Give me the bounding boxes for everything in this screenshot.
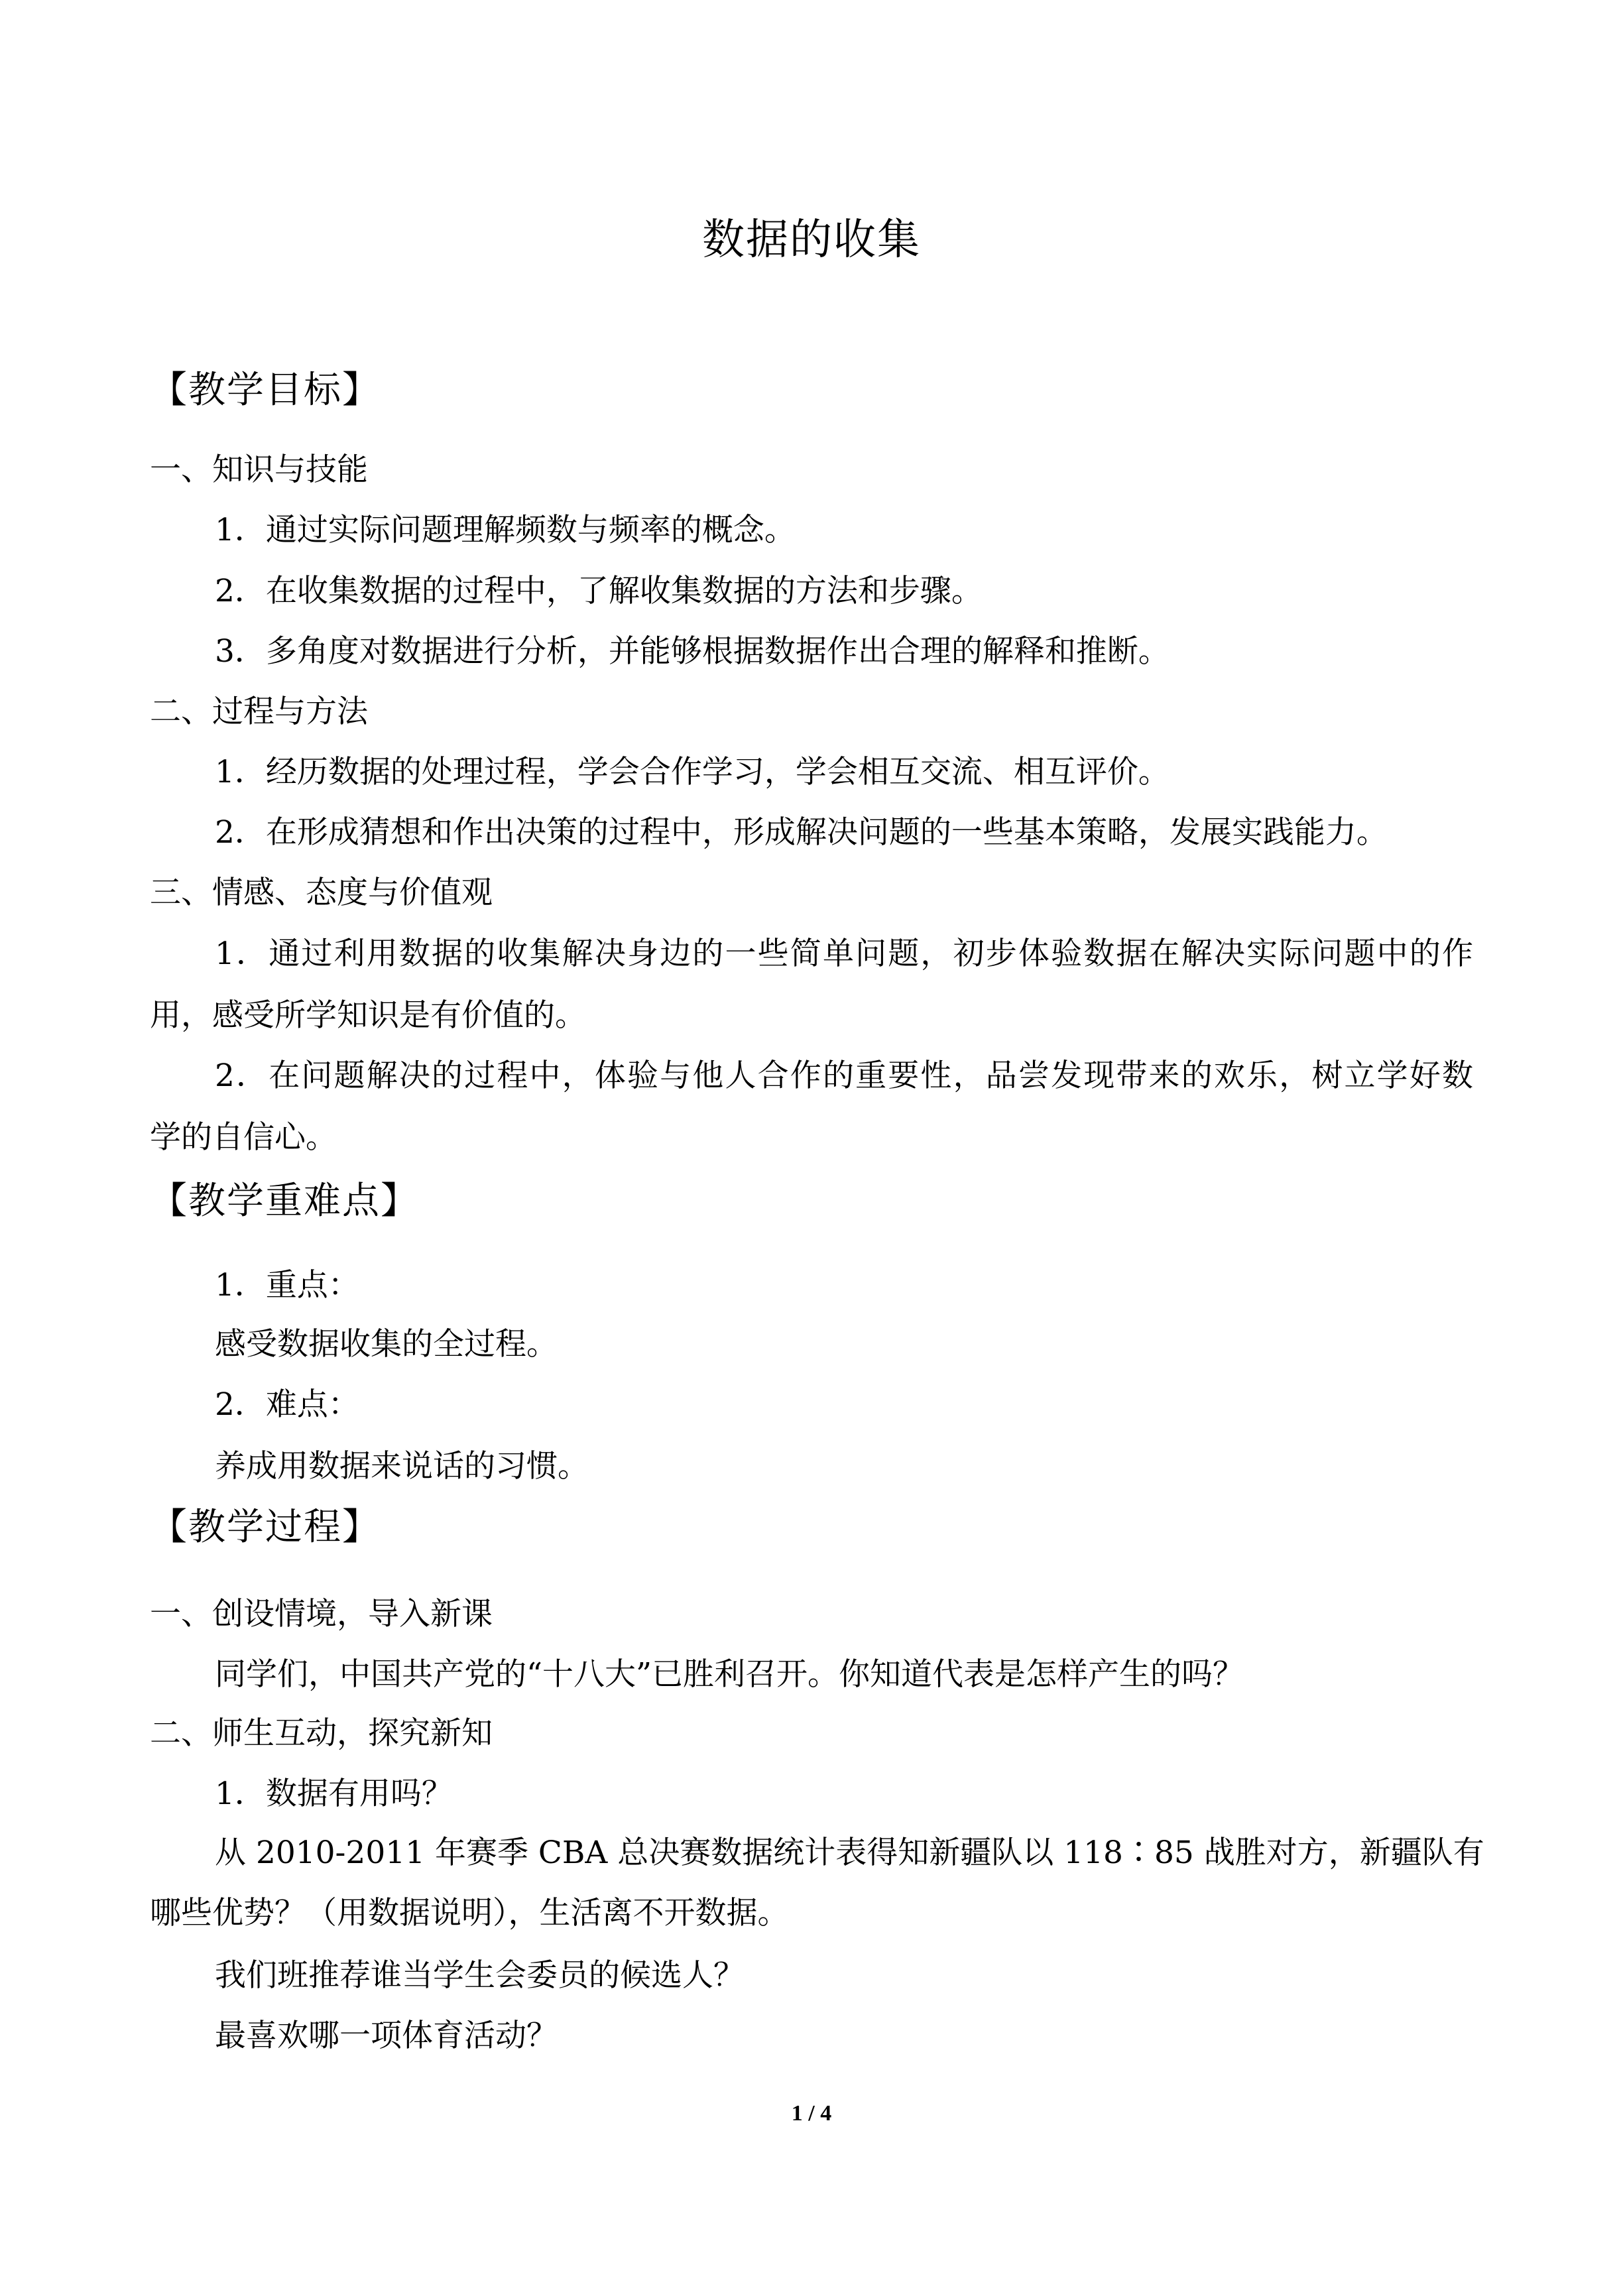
objective-item-line: 1．通过利用数据的收集解决身边的一些简单问题，初步体验数据在解决实际问题中的作 [215, 936, 1473, 972]
subheading-knowledge-skills: 一、知识与技能 [150, 452, 368, 488]
objective-item: 2．在收集数据的过程中，了解收集数据的方法和步骤。 [215, 573, 983, 609]
objective-item-line: 2．在问题解决的过程中，体验与他人合作的重要性，品尝发现带来的欢乐，树立学好数 [215, 1057, 1473, 1094]
objective-item-line: 用，感受所学知识是有价值的。 [150, 997, 586, 1034]
objective-item: 1．通过实际问题理解频数与频率的概念。 [215, 512, 796, 548]
subheading-process-methods: 二、过程与方法 [150, 694, 368, 730]
section-heading-process: 【教学过程】 [150, 1506, 381, 1549]
section-heading-objectives: 【教学目标】 [150, 369, 381, 412]
objective-item: 2．在形成猜想和作出决策的过程中，形成解决问题的一些基本策略，发展实践能力。 [215, 814, 1388, 851]
page-number: 1 / 4 [791, 2101, 832, 2126]
subheading-attitude-values: 三、情感、态度与价值观 [150, 875, 493, 911]
process-step-heading: 二、师生互动，探究新知 [150, 1715, 493, 1752]
key-point-text: 感受数据收集的全过程。 [215, 1326, 558, 1362]
difficulty-text: 养成用数据来说话的习惯。 [215, 1448, 589, 1484]
objective-item: 1．经历数据的处理过程，学会合作学习，学会相互交流、相互评价。 [215, 754, 1170, 790]
difficulty-label: 2．难点： [215, 1386, 359, 1423]
process-subheading: 1．数据有用吗？ [215, 1776, 453, 1812]
process-paragraph: 同学们，中国共产党的“十八大”已胜利召开。你知道代表是怎样产生的吗？ [215, 1656, 1244, 1693]
process-question: 最喜欢哪一项体育活动？ [215, 2018, 558, 2054]
section-heading-key-points: 【教学重难点】 [150, 1179, 419, 1223]
objective-item: 3．多角度对数据进行分析，并能够根据数据作出合理的解释和推断。 [215, 633, 1170, 670]
objective-item-line: 学的自信心。 [150, 1119, 337, 1156]
process-step-heading: 一、创设情境，导入新课 [150, 1596, 493, 1632]
process-paragraph-line: 从 2010-2011 年赛季 CBA 总决赛数据统计表得知新疆队以 118∶85 战胜对方，新疆队有 [215, 1835, 1484, 1871]
process-paragraph-line: 哪些优势？（用数据说明），生活离不开数据。 [150, 1895, 789, 1931]
process-question: 我们班推荐谁当学生会委员的候选人？ [215, 1957, 745, 1994]
document-title: 数据的收集 [702, 215, 921, 265]
key-point-label: 1．重点： [215, 1267, 359, 1303]
